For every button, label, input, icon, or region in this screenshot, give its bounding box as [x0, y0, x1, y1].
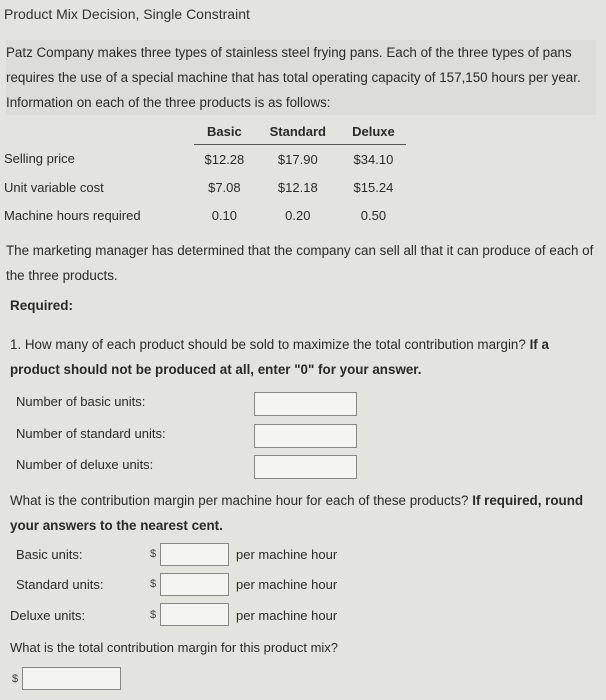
header-blank: [4, 118, 194, 145]
cell-standard-selling-price: $17.90: [277, 151, 318, 167]
currency-symbol: $: [150, 609, 157, 621]
cell-deluxe-variable-cost: $15.24: [353, 179, 394, 195]
table-row: [4, 145, 406, 174]
row-label-machine-hours: Machine hours required: [4, 207, 141, 223]
header-deluxe: Deluxe: [341, 118, 406, 145]
cell-basic-machine-hours: 0.10: [211, 207, 238, 223]
question-2-instruction: If required, round your answers to the nearest cent.: [10, 493, 584, 533]
cell-basic-selling-price: $12.28: [204, 151, 245, 167]
deluxe-cm-suffix: per machine hour: [236, 608, 338, 623]
question-1-instruction: If a product should not be produced at all, enter "0" for your answer.: [10, 337, 549, 377]
standard-cm-suffix: per machine hour: [236, 577, 338, 592]
row-label-selling-price: Selling price: [4, 151, 75, 167]
cell-standard-variable-cost: $12.18: [277, 179, 318, 195]
table-header-row: [4, 118, 406, 145]
question-2-text: What is the contribution margin per machine hour for each of these products?: [10, 493, 469, 508]
basic-cm-input[interactable]: [160, 543, 229, 566]
standard-cm-input[interactable]: [160, 573, 229, 596]
cell-deluxe-selling-price: $34.10: [353, 151, 394, 167]
deluxe-units-input[interactable]: [254, 455, 357, 479]
cell-deluxe-machine-hours: 0.50: [360, 207, 387, 223]
intro-paragraph: [6, 40, 596, 115]
header-basic: Basic: [194, 118, 255, 145]
deluxe-units-label: Number of deluxe units:: [16, 457, 154, 472]
header-standard: Standard: [255, 118, 341, 145]
total-cm-input[interactable]: [22, 667, 121, 690]
table-row: [4, 173, 406, 201]
currency-symbol: $: [150, 548, 157, 560]
question-3-text: What is the total contribution margin for this product mix?: [10, 640, 339, 655]
deluxe-cm-input[interactable]: [160, 603, 229, 626]
currency-symbol: $: [150, 578, 157, 590]
deluxe-cm-label: Deluxe units:: [10, 608, 86, 623]
table-row: [4, 201, 406, 229]
question-2: [10, 488, 590, 538]
standard-units-input[interactable]: [254, 424, 357, 448]
basic-cm-suffix: per machine hour: [236, 547, 338, 562]
standard-units-label: Number of standard units:: [16, 426, 166, 441]
basic-units-label: Number of basic units:: [16, 394, 146, 409]
basic-units-input[interactable]: [254, 392, 357, 416]
cell-basic-variable-cost: $7.08: [208, 179, 241, 195]
cell-standard-machine-hours: 0.20: [285, 207, 311, 223]
currency-symbol: $: [12, 673, 19, 685]
product-table: [4, 118, 406, 229]
basic-cm-label: Basic units:: [16, 547, 83, 562]
row-label-unit-variable-cost: Unit variable cost: [4, 179, 104, 195]
intro-text: Patz Company makes three types of stainless steel frying pans. Each of the three types of pans requires the use of a special machine that has total operating capacity of 157,150 hours per year. Information on each of the three products is as follows:: [6, 45, 581, 110]
page-title: Product Mix Decision, Single Constraint: [4, 6, 250, 22]
marketing-paragraph: The marketing manager has determined that the company can sell all that it can produce of each of the three products.: [6, 243, 594, 283]
question-1: [10, 332, 590, 382]
question-1-text: 1. How many of each product should be sold to maximize the total contribution margin?: [10, 337, 526, 352]
standard-cm-label: Standard units:: [16, 577, 104, 592]
required-heading: Required:: [10, 298, 74, 313]
